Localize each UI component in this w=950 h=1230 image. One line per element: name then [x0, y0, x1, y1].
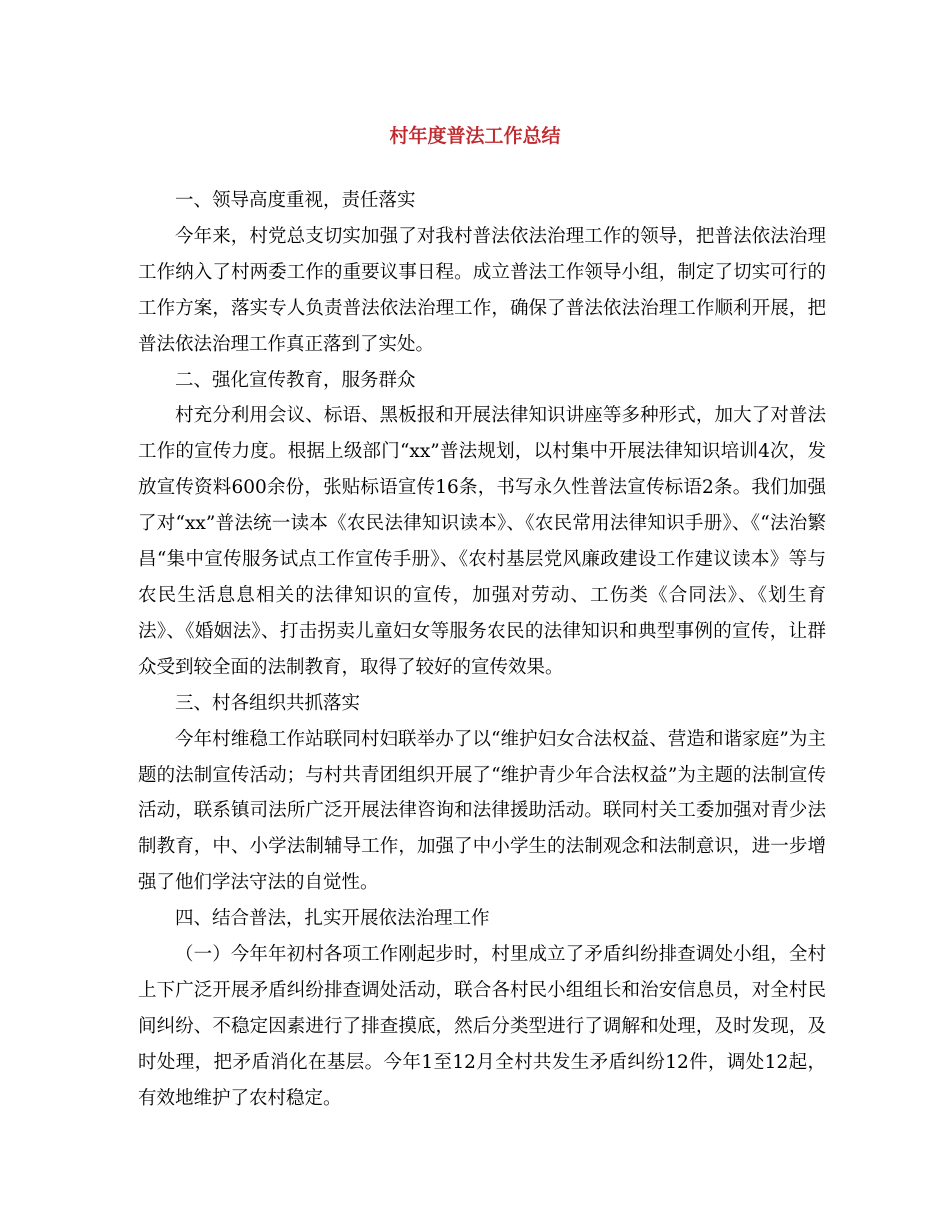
- section-heading-3: 三、村各组织共抓落实: [175, 692, 361, 714]
- paragraph: （一）今年年初村各项工作刚起步时，村里成立了矛盾纠纷排查调处小组，全村上下广泛开展矛盾纠纷排查调处活动，联合各村民小组组长和治安信息员，对全村民间纠纷、不稳定因素进行了排查摸底，然后分类型进行了调解和处理，及时发现，及时处理，把矛盾消化在基层。今年1至12月全村共发生矛盾纠纷12件，调处12起，有效地维护了农村稳定。: [138, 944, 826, 1109]
- paragraph: 今年来，村党总支切实加强了对我村普法依法治理工作的领导，把普法依法治理工作纳入了村两委工作的重要议事日程。成立普法工作领导小组，制定了切实可行的工作方案，落实专人负责普法依法治理工作，确保了普法依法治理工作顺利开展，把普法依法治理工作真正落到了实处。: [138, 225, 826, 355]
- paragraph: 村充分利用会议、标语、黑板报和开展法律知识讲座等多种形式，加大了对普法工作的宣传力度。根据上级部门“xx”普法规划，以村集中开展法律知识培训4次，发放宣传资料600余份，张贴标语宣传16条，书写永久性普法宣传标语2条。我们加强了对“xx”普法统一读本《农民法律知识读本》、《农民常用法律知识手册》、《“法治繁昌“集中宣传服务试点工作宣传手册》、《农村基层党风廉政建设工作建议读本》等与农民生活息息相关的法律知识的宣传，加强对劳动、工伤类《合同法》、《划生育法》、《婚姻法》、打击拐卖儿童妇女等服务农民的法律知识和典型事例的宣传，让群众受到较全面的法制教育，取得了较好的宣传效果。: [138, 405, 826, 678]
- section-heading-4: 四、结合普法，扎实开展依法治理工作: [175, 908, 490, 930]
- section-heading-1: 一、领导高度重视，责任落实: [175, 190, 416, 211]
- paragraph: 今年村维稳工作站联同村妇联举办了以“维护妇女合法权益、营造和谐家庭”为主题的法制宣传活动；与村共青团组织开展了“维护青少年合法权益”为主题的法制宣传活动，联系镇司法所广泛开展法律咨询和法律援助活动。联同村关工委加强对青少法制教育，中、小学法制辅导工作，加强了中小学生的法制观念和法制意识，进一步增强了他们学法守法的自觉性。: [138, 728, 826, 894]
- document-body: [138, 183, 826, 1117]
- document-title: 村年度普法工作总结: [389, 125, 561, 147]
- section-heading-2: 二、强化宣传教育，服务群众: [175, 369, 416, 391]
